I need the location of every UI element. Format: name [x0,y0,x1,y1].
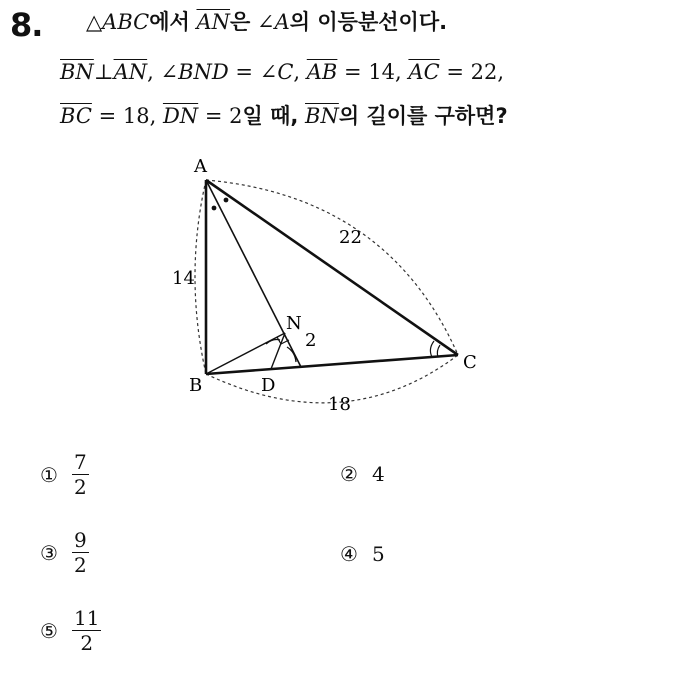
segment-ac: $\overline{AC}$ [408,60,440,84]
angle-symbol-bnd: ∠ [160,60,179,84]
choice-4[interactable] [340,542,385,566]
comma-4: , [497,60,505,84]
comma-5: , [149,104,157,128]
length-ab: 14 [172,268,195,289]
choice-2[interactable] [340,462,385,486]
equals-1: = [228,60,260,84]
choice-1-denominator: 2 [74,475,87,499]
angle-dot-2 [224,198,229,203]
comma-3: , [395,60,402,84]
label-n: N [286,313,302,334]
angle-dot-1 [212,206,217,211]
choice-5-mark: ⑤ [40,618,58,643]
ac-value: = 22 [439,60,498,84]
side-ac [206,180,458,355]
segment-an-2: $\overline{AN}$ [113,60,148,84]
choice-2-value: 4 [372,462,385,486]
segment-dn: $\overline{DN}$ [162,104,199,128]
choice-3-mark: ③ [40,540,58,565]
angle-symbol: ∠ [257,10,275,34]
choice-3[interactable] [40,528,89,577]
choice-3-numerator: 9 [74,528,87,552]
arc-ab [195,180,206,374]
text-eseo: 에서 [149,10,190,34]
comma-2: , [293,60,301,84]
segment-ab: $\overline{AB}$ [306,60,338,84]
choice-5-fraction [72,606,101,655]
choice-1-numerator: 7 [74,450,87,474]
choice-1-fraction [72,450,89,499]
bc-value: = 18 [91,104,150,128]
choice-4-value: 5 [372,542,385,566]
length-dn: 2 [305,330,317,351]
comma-1: , [147,60,154,84]
label-b: B [189,375,203,396]
text-eun: 은 [230,10,251,34]
segment-bn-2: $\overline{BN}$ [305,104,339,128]
text-bisector: 의 이등분선이다. [289,10,448,34]
choice-1[interactable] [40,450,89,499]
label-d: D [261,375,276,396]
text-when: 일 때, [242,104,299,128]
text-find-length: 의 길이를 구하면? [338,104,508,128]
choice-3-denominator: 2 [74,553,87,577]
segment-bn: $\overline{BN}$ [60,60,94,84]
label-c: C [463,352,477,373]
angle-symbol-c: ∠ [259,60,278,84]
perp-symbol: ⊥ [93,60,114,84]
choice-3-fraction [72,528,89,577]
dn-value: = 2 [198,104,243,128]
ab-value: = 14 [337,60,396,84]
length-bc: 18 [328,394,351,415]
question-number: 8. [10,6,43,44]
choice-4-mark: ④ [340,542,358,566]
length-ac: 22 [339,227,362,248]
angle-c: C [277,60,294,84]
choice-2-mark: ② [340,462,358,486]
angle-mark-c1 [430,341,434,357]
choice-5-denominator: 2 [80,631,94,655]
choice-5[interactable] [40,606,101,655]
segment-an: $\overline{AN}$ [196,10,231,34]
segment-ad [206,180,301,367]
choice-1-mark: ① [40,462,58,487]
angle-bnd: BND [178,60,229,84]
angle-a: A [274,10,290,34]
triangle-abc: ABC [102,10,150,34]
label-a: A [194,156,207,177]
triangle-symbol: △ [86,10,103,34]
angle-mark-n [266,340,280,345]
side-bc [206,355,458,374]
choice-5-numerator: 11 [74,606,100,630]
segment-bc: $\overline{BC}$ [60,104,92,128]
